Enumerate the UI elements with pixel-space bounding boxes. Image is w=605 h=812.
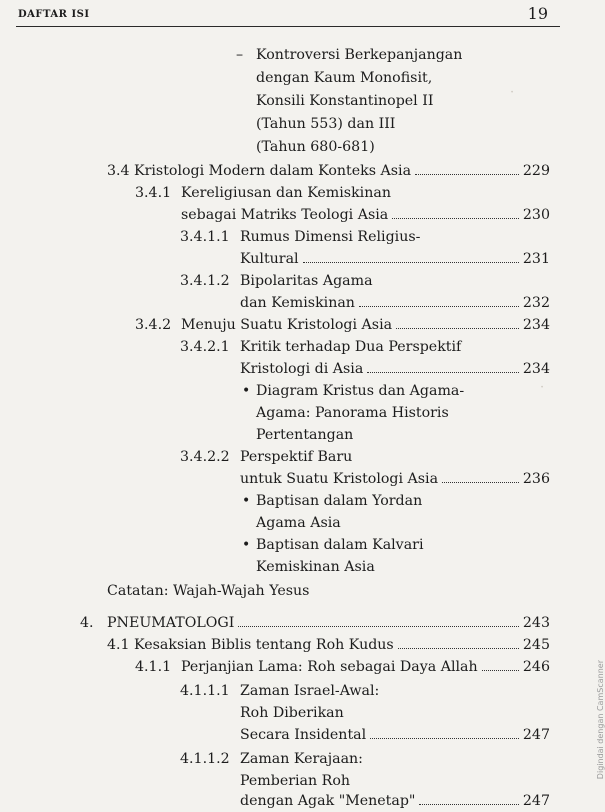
entry-page: 243: [522, 615, 550, 631]
entry-number: 3.4.1.2: [180, 273, 230, 289]
bullet-marker: •: [242, 537, 251, 553]
dot-leader: [482, 670, 519, 671]
entry-title: Zaman Kerajaan:: [240, 751, 363, 767]
scanner-watermark: Digindai dengan CamScanner: [596, 660, 605, 780]
dot-leader: [359, 306, 519, 307]
entry-text: dengan Kaum Monofisit,: [256, 70, 433, 86]
entry-number: 3.4.2: [135, 317, 172, 333]
dash-marker: –: [236, 47, 244, 63]
entry-title: Bipolaritas Agama: [240, 273, 373, 289]
entry-title: sebagai Matriks Teologi Asia: [181, 207, 389, 223]
entry-page: 234: [522, 361, 550, 377]
entry-page: 232: [522, 295, 550, 311]
page-number: 19: [527, 4, 548, 23]
entry-text: Agama: Panorama Historis: [256, 405, 449, 421]
entry-number: 3.4.1.1: [180, 229, 230, 245]
dot-leader: [238, 626, 519, 627]
entry-text: (Tahun 553) dan III: [256, 116, 396, 132]
entry-title: Perspektif Baru: [240, 449, 353, 465]
bullet-marker: •: [242, 383, 251, 399]
entry-number: 4.1.1.2: [180, 751, 230, 767]
entry-page: 230: [522, 207, 550, 223]
entry-title: Secara Insidental: [240, 727, 367, 743]
entry-page: 229: [522, 163, 550, 179]
bleed-through-mark: ·: [540, 380, 545, 395]
entry-text: Agama Asia: [256, 515, 341, 531]
entry-number: 3.4.2.1: [180, 339, 230, 355]
toc-entry-3-4-2[interactable]: [0, 314, 550, 336]
entry-title: Kristologi di Asia: [240, 361, 364, 377]
toc-entry-4-1-1[interactable]: [0, 656, 550, 678]
entry-title: dengan Agak "Menetap": [240, 793, 416, 809]
entry-page: 247: [522, 793, 550, 809]
dot-leader: [370, 738, 519, 739]
entry-text: Baptisan dalam Kalvari: [256, 537, 424, 553]
entry-title: Kesaksian Biblis tentang Roh Kudus: [134, 637, 394, 653]
entry-page: 247: [522, 727, 550, 743]
dot-leader: [442, 482, 519, 483]
header-rule: [16, 26, 560, 27]
entry-title: untuk Suatu Kristologi Asia: [240, 471, 439, 487]
page-header: [0, 0, 600, 34]
entry-page: 246: [522, 659, 550, 675]
entry-text: Pertentangan: [256, 427, 354, 443]
entry-number: 4.: [80, 615, 94, 631]
entry-page: 231: [522, 251, 550, 267]
toc-entry-catatan[interactable]: [0, 580, 550, 602]
entry-title: Roh Diberikan: [240, 705, 344, 721]
dot-leader: [396, 328, 519, 329]
entry-title: Kritik terhadap Dua Perspektif: [240, 339, 462, 355]
entry-text: Baptisan dalam Yordan: [256, 493, 423, 509]
entry-title: Kristologi Modern dalam Konteks Asia: [134, 163, 412, 179]
entry-text: Kemiskinan Asia: [256, 559, 375, 575]
dot-leader: [419, 804, 518, 805]
entry-title: Kereligiusan dan Kemiskinan: [181, 185, 391, 201]
entry-number: 4.1.1.1: [180, 683, 230, 699]
entry-number: 4.1: [107, 637, 130, 653]
dot-leader: [303, 262, 519, 263]
entry-title: PNEUMATOLOGI: [107, 615, 235, 631]
dot-leader: [367, 372, 519, 373]
bleed-through-mark: ·: [510, 85, 515, 100]
dot-leader: [392, 218, 519, 219]
entry-text: Konsili Konstantinopel II: [256, 93, 434, 109]
entry-text: (Tahun 680-681): [256, 139, 375, 155]
bullet-marker: •: [242, 493, 251, 509]
entry-title: dan Kemiskinan: [240, 295, 355, 311]
entry-text: Kontroversi Berkepanjangan: [256, 47, 463, 63]
entry-page: 245: [522, 637, 550, 653]
entry-number: 3.4: [107, 163, 130, 179]
toc-entry-4-1[interactable]: [0, 634, 550, 656]
dot-leader: [415, 174, 519, 175]
entry-title: Kultural: [240, 251, 299, 267]
entry-page: 236: [522, 471, 550, 487]
entry-page: 234: [522, 317, 550, 333]
entry-title: Perjanjian Lama: Roh sebagai Daya Allah: [181, 659, 478, 675]
running-head: DAFTAR ISI: [18, 9, 90, 20]
entry-title: Catatan: Wajah-Wajah Yesus: [107, 583, 310, 599]
entry-title: Rumus Dimensi Religius-: [240, 229, 421, 245]
entry-title: Menuju Suatu Kristologi Asia: [181, 317, 393, 333]
entry-title: Zaman Israel-Awal:: [240, 683, 380, 699]
entry-number: 4.1.1: [135, 659, 172, 675]
entry-number: 3.4.2.2: [180, 449, 230, 465]
entry-title: Pemberian Roh: [240, 773, 351, 789]
toc-entry-3-4[interactable]: [0, 160, 550, 182]
entry-text: Diagram Kristus dan Agama-: [256, 383, 465, 399]
toc-entry-chapter-4[interactable]: [0, 612, 550, 634]
entry-number: 3.4.1: [135, 185, 172, 201]
dot-leader: [398, 648, 519, 649]
